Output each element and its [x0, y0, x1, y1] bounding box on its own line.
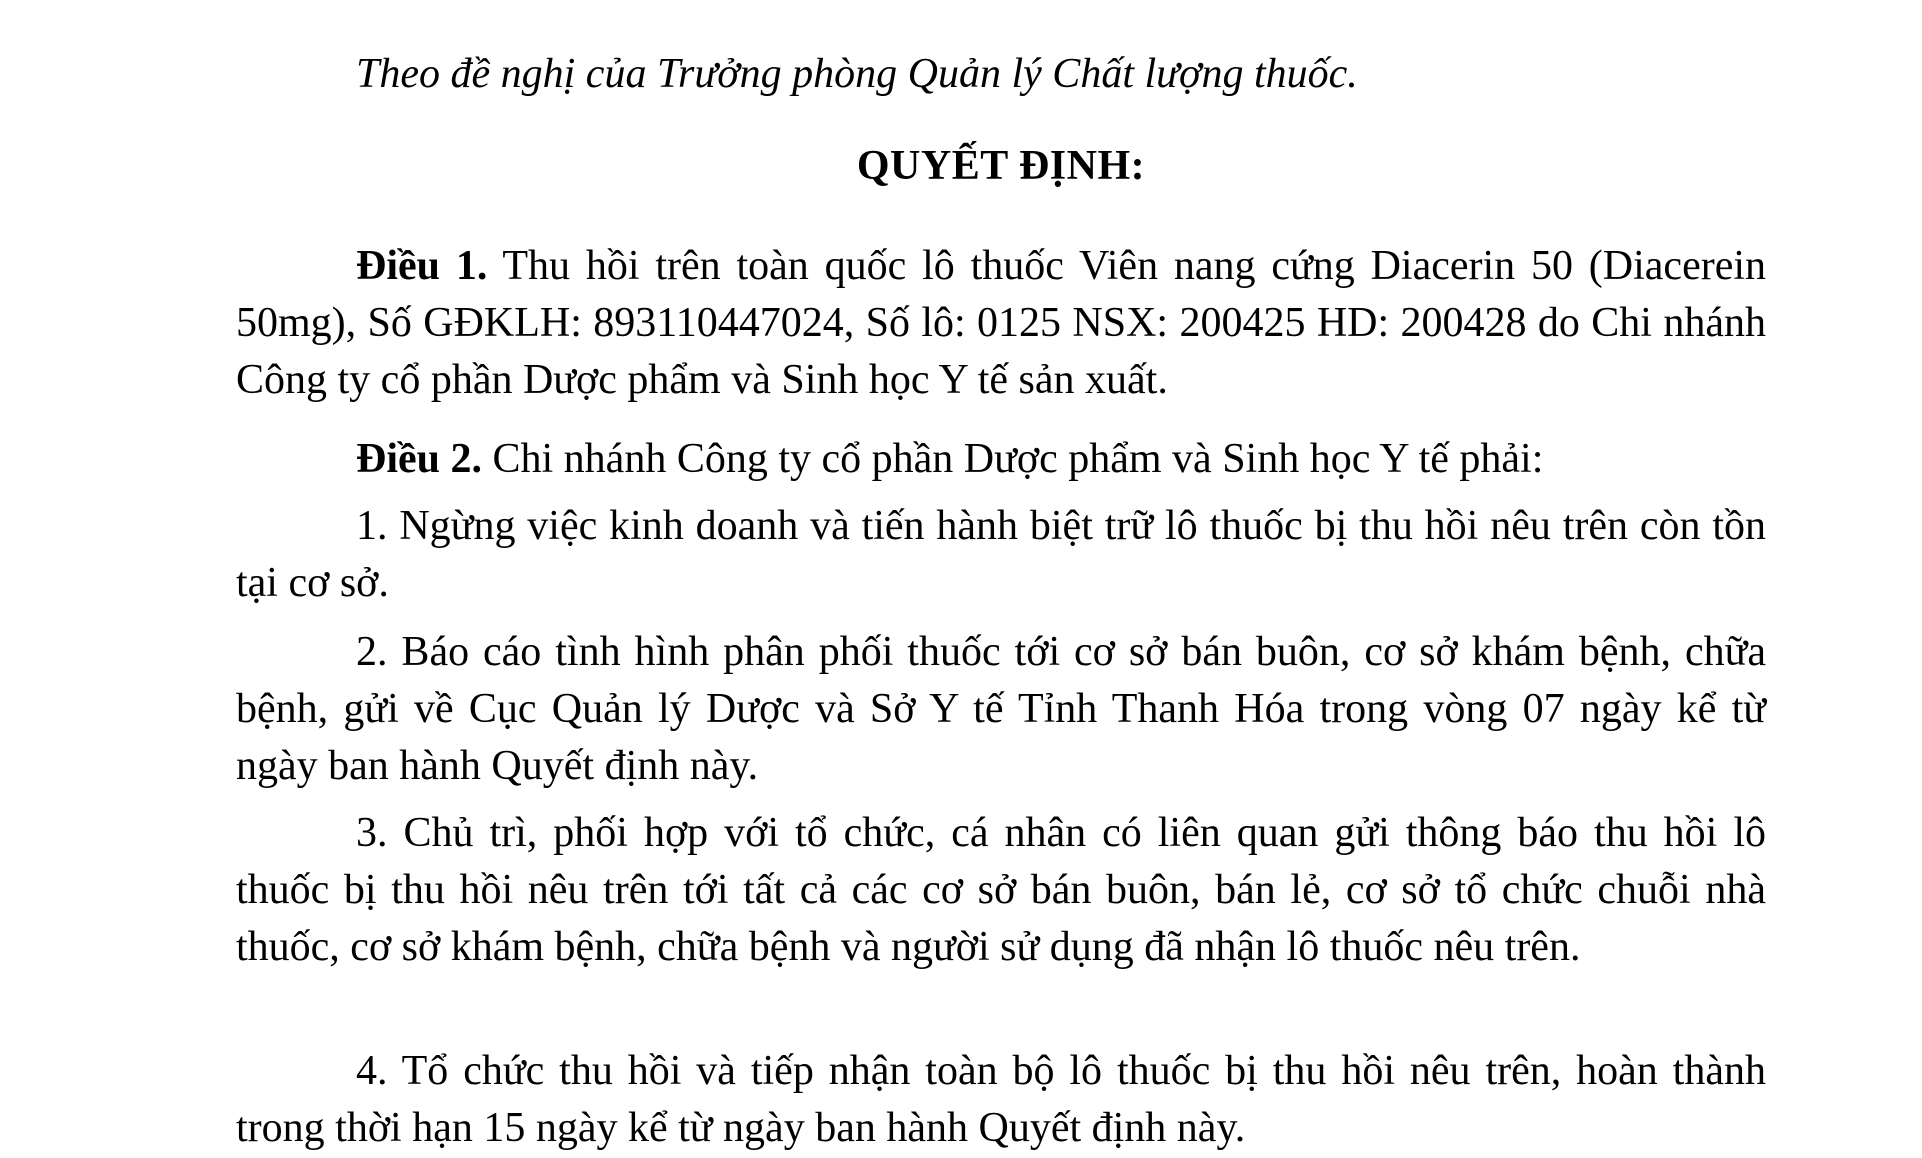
article-2-item-2: 2. Báo cáo tình hình phân phối thuốc tới cơ sở bán buôn, cơ sở khám bệnh, chữa bệnh, gửi về Cục Quản lý Dược và Sở Y tế Tỉnh Thanh Hóa trong vòng 07 ngày kể từ ngày ban hành Quyết định này.	[236, 629, 1766, 789]
article-2-label: Điều 2.	[356, 436, 482, 482]
decision-heading: QUYẾT ĐỊNH:	[856, 143, 1146, 189]
article-2-item-1: 1. Ngừng việc kinh doanh và tiến hành biệt trữ lô thuốc bị thu hồi nêu trên còn tồn tại cơ sở.	[236, 503, 1766, 606]
article-2	[236, 431, 1766, 488]
article-1	[236, 238, 1766, 409]
article-2-text: Chi nhánh Công ty cổ phần Dược phẩm và Sinh học Y tế phải:	[492, 436, 1544, 482]
article-1-label: Điều 1.	[356, 243, 488, 289]
article-2-item-3: 3. Chủ trì, phối hợp với tổ chức, cá nhân có liên quan gửi thông báo thu hồi lô thuốc bị thu hồi nêu trên tới tất cả các cơ sở bán buôn, bán lẻ, cơ sở tổ chức chuỗi nhà thuốc, cơ sở khám bệnh, chữa bệnh và người sử dụng đã nhận lô thuốc nêu trên.	[236, 810, 1766, 970]
next-line-cutoff	[236, 1148, 1766, 1158]
article-2-item-4: 4. Tổ chức thu hồi và tiếp nhận toàn bộ lô thuốc bị thu hồi nêu trên, hoàn thành trong thời hạn 15 ngày kể từ ngày ban hành Quyết định này.	[236, 1048, 1766, 1151]
intro-line: Theo đề nghị của Trưởng phòng Quản lý Chất lượng thuốc.	[356, 51, 1358, 97]
article-1-text: Thu hồi trên toàn quốc lô thuốc Viên nang cứng Diacerin 50 (Diacerein 50mg), Số GĐKLH: 893110447024, Số lô: 0125 NSX: 200425 HD: 200428 do Chi nhánh Công ty cổ phần Dược phẩm và Sinh học Y tế sản xuất.	[236, 243, 1767, 403]
